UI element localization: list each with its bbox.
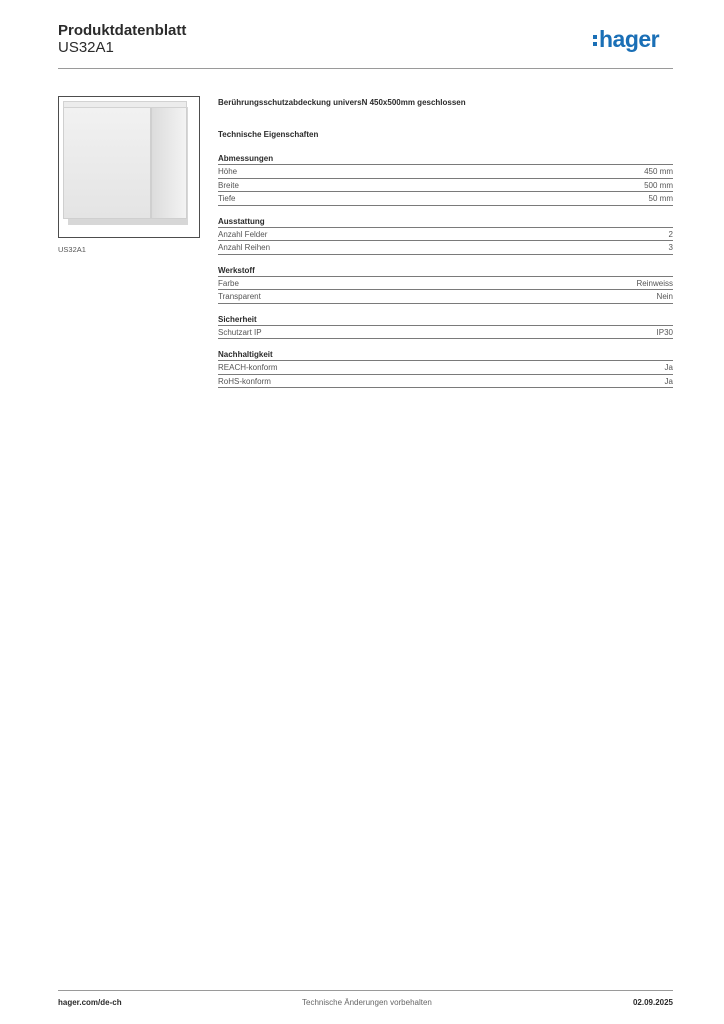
property-section [218,153,673,206]
property-label: Anzahl Reihen [218,243,271,252]
property-row [218,326,673,340]
property-value: Reinweiss [636,278,673,288]
product-title: Berührungsschutzabdeckung universN 450x500mm geschlossen [218,98,466,107]
panel-top [63,101,187,108]
header-divider [58,68,673,69]
product-details [218,97,673,398]
property-row [218,228,673,242]
panel-front [63,101,151,219]
property-section [218,216,673,255]
property-row [218,375,673,389]
property-label: Farbe [218,278,239,288]
footer-notice: Technische Änderungen vorbehalten [302,998,432,1007]
property-section [218,314,673,340]
footer-website[interactable]: hager.com/de-ch [58,998,122,1007]
property-value: 2 [668,229,673,239]
tech-properties-heading: Technische Eigenschaften [218,130,319,139]
property-value: Ja [664,363,673,372]
logo-text: hager [599,26,660,52]
property-value: 450 mm [644,167,673,176]
section-title: Abmessungen [218,153,673,165]
property-section [218,349,673,388]
image-caption: US32A1 [58,245,86,254]
panel-side [151,101,187,219]
property-value: IP30 [656,327,673,337]
footer-divider [58,990,673,991]
property-label: Transparent [218,292,261,301]
section-title: Werkstoff [218,265,673,277]
section-title: Ausstattung [218,216,673,228]
hager-logo [593,28,659,51]
property-row [218,192,673,206]
property-row [218,165,673,179]
property-value: Ja [664,376,673,386]
property-label: Tiefe [218,194,236,203]
property-section [218,265,673,304]
property-label: Höhe [218,167,238,176]
section-title: Nachhaltigkeit [218,349,673,361]
property-value: 50 mm [648,194,673,203]
article-number: US32A1 [58,39,114,56]
properties-sections [218,153,673,388]
property-value: Nein [656,292,673,301]
property-row [218,179,673,193]
section-title: Sicherheit [218,314,673,326]
property-value: 500 mm [644,180,673,190]
property-value: 3 [668,243,673,252]
property-label: RoHS-konform [218,376,271,386]
property-label: Schutzart IP [218,327,262,337]
property-label: REACH-konform [218,363,278,372]
logo-colon-icon [593,28,597,48]
property-label: Breite [218,180,239,190]
page-title: Produktdatenblatt [58,22,187,39]
property-label: Anzahl Felder [218,229,268,239]
property-row [218,277,673,291]
product-image [58,96,200,238]
property-row [218,361,673,375]
property-row [218,241,673,255]
footer-date: 02.09.2025 [632,998,673,1007]
property-row [218,290,673,304]
